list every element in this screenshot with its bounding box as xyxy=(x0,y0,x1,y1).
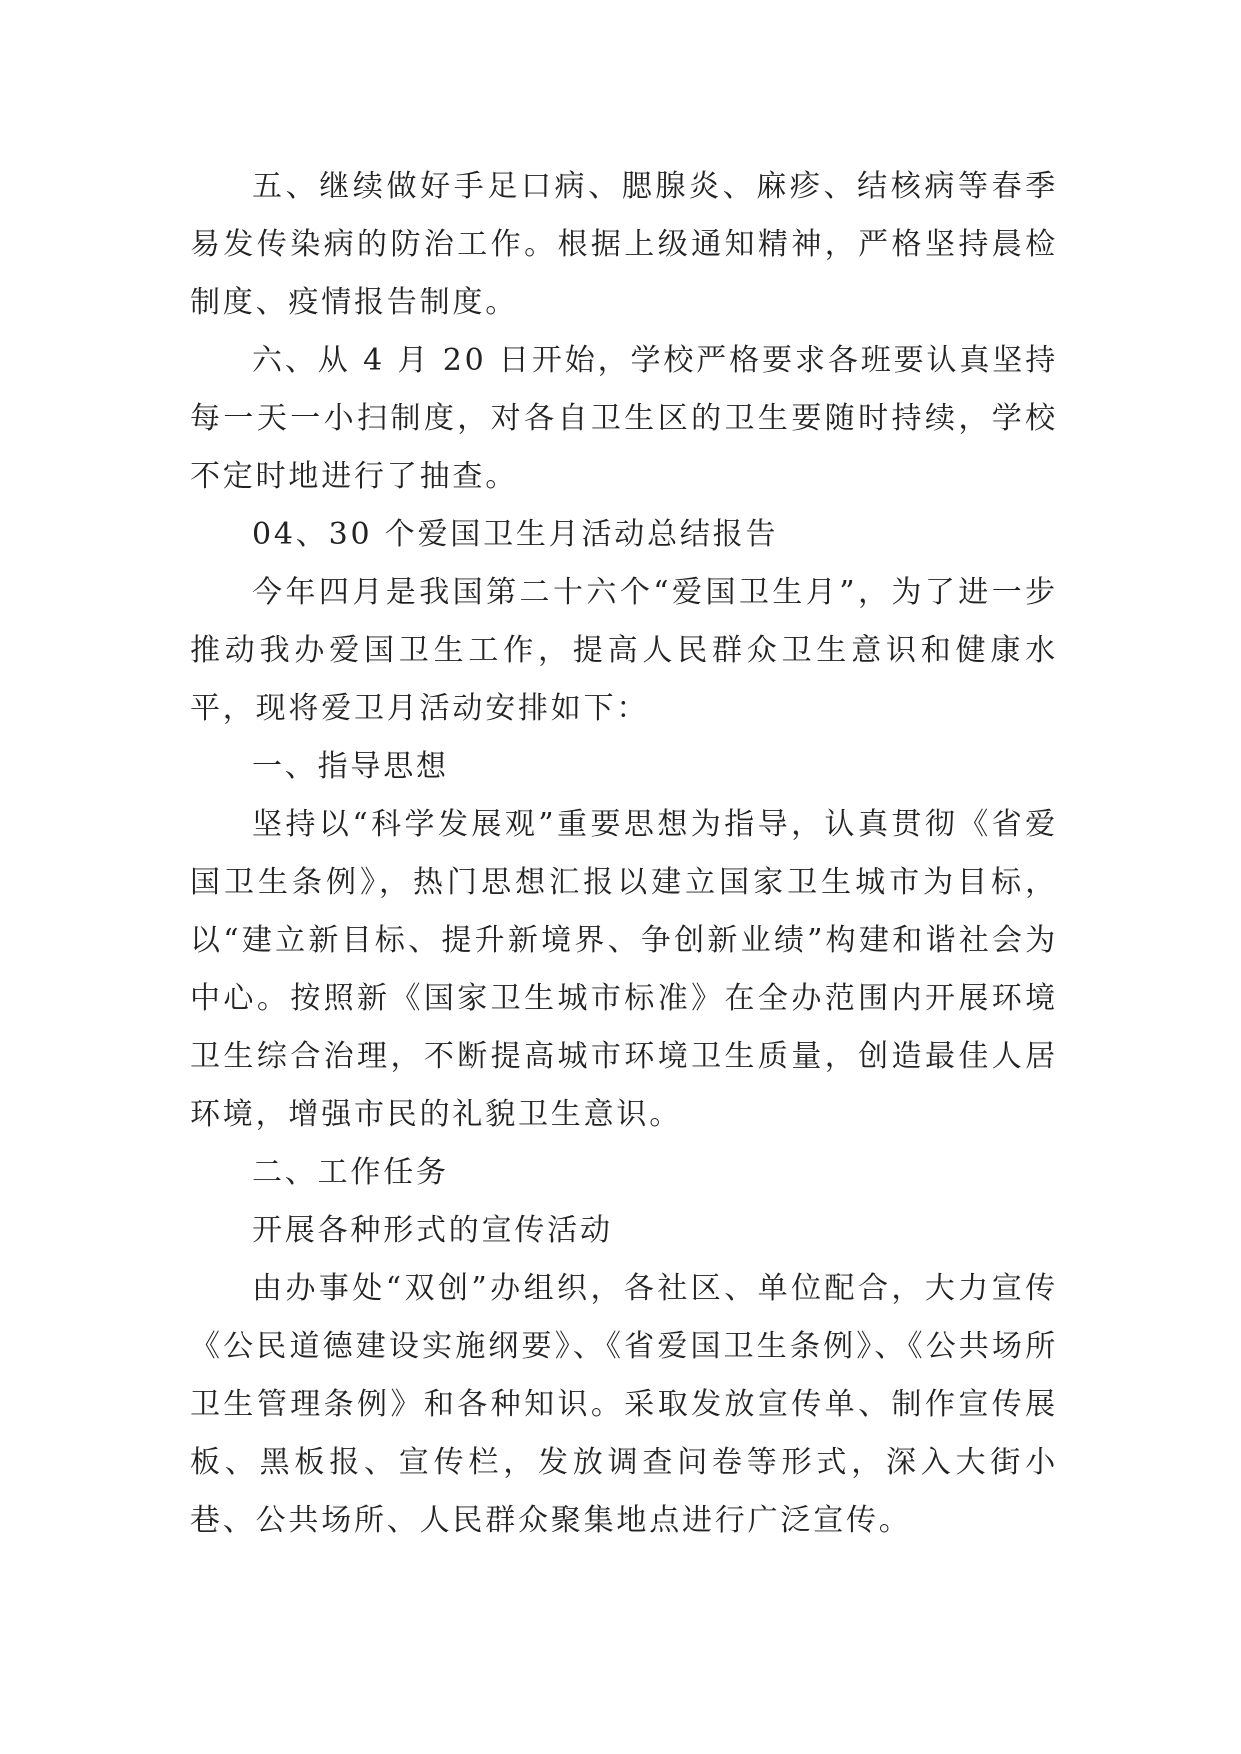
heading-work-tasks: 二、工作任务 xyxy=(252,1155,449,1190)
intro-paragraph: 今年四月是我国第二十六个“爱国卫生月”，为了进一步推动我办爱国卫生工作，提高人民群众卫生意识和健康水平，现将爱卫月活动安排如下： xyxy=(190,575,1058,726)
heading-guiding-thought: 一、指导思想 xyxy=(252,749,449,784)
paragraph-item-6: 六、从 4 月 20 日开始，学校严格要求各班要认真坚持每一天一小扫制度，对各自卫生区的卫生要随时持续，学校不定时地进行了抽查。 xyxy=(190,343,1058,494)
document-page xyxy=(190,158,1058,1550)
publicity-paragraph: 由办事处“双创”办组织，各社区、单位配合，大力宣传《公民道德建设实施纲要》、《省爱国卫生条例》、《公共场所卫生管理条例》和各种知识。采取发放宣传单、制作宣传展板、黑板报、宣传栏，发放调查问卷等形式，深入大街小巷、公共场所、人民群众聚集地点进行广泛宣传。 xyxy=(190,1271,1058,1538)
section-title: 04、30 个爱国卫生月活动总结报告 xyxy=(252,517,779,552)
subheading-publicity-activities: 开展各种形式的宣传活动 xyxy=(252,1213,613,1248)
paragraph-item-5: 五、继续做好手足口病、腮腺炎、麻疹、结核病等春季易发传染病的防治工作。根据上级通知精神，严格坚持晨检制度、疫情报告制度。 xyxy=(190,169,1058,320)
guiding-thought-paragraph: 坚持以“科学发展观”重要思想为指导，认真贯彻《省爱国卫生条例》，热门思想汇报以建立国家卫生城市为目标，以“建立新目标、提升新境界、争创新业绩”构建和谐社会为中心。按照新《国家卫生城市标准》在全办范围内开展环境卫生综合治理，不断提高城市环境卫生质量，创造最佳人居环境，增强市民的礼貌卫生意识。 xyxy=(190,807,1058,1132)
